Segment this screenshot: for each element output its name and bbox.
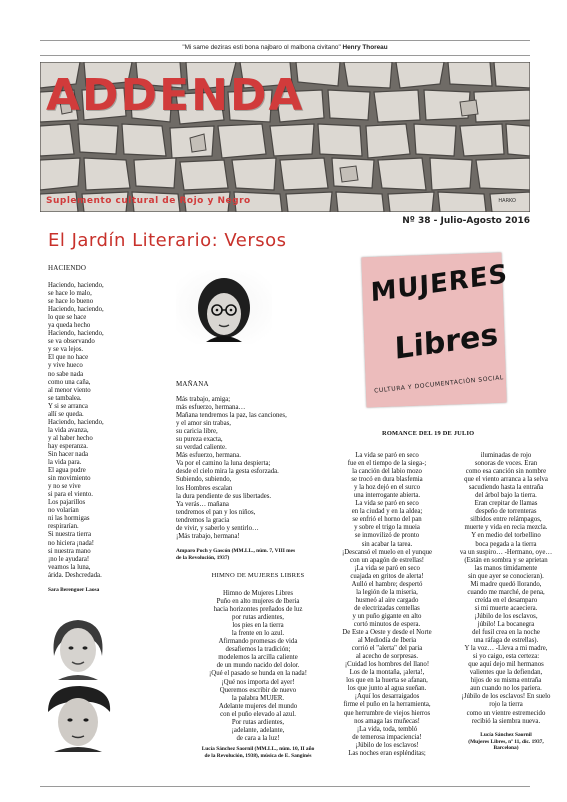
- poem-line: lo que se hace: [48, 314, 87, 322]
- poem-romance-left-column: [326, 452, 448, 758]
- poem-line: despeño de torrenteras: [475, 508, 537, 516]
- poem-line: como un vientre estremecido: [466, 709, 546, 717]
- poem-line: De Este a Oeste y desde el Norte: [342, 629, 432, 637]
- poem-line: la canción del labio mozo: [352, 468, 422, 476]
- poem-line: El agua pudre: [48, 467, 86, 475]
- poem-line: y un puño gigante en alto: [352, 612, 422, 620]
- poem-line: si yo caigo, esta certeza:: [472, 653, 540, 661]
- section-title: El Jardín Literario: Versos: [48, 230, 287, 251]
- poem-line: del árbol bajo la tierra.: [475, 492, 537, 500]
- poem-line: al menor viento: [48, 386, 91, 394]
- poem-line: Más trabajo, amiga;: [176, 396, 231, 403]
- poem-line: su verdad caliente.: [176, 444, 227, 452]
- poem-line: una interrogante abierta.: [353, 492, 421, 500]
- poem-line: de cara a la luz!: [236, 734, 280, 742]
- poem-line: por rutas ardientes,: [232, 614, 284, 622]
- cover-tagline: CULTURA Y DOCUMENTACIÓN SOCIAL: [373, 374, 505, 395]
- poem-line: ¡adelante, adelante,: [231, 726, 285, 734]
- poem-line: se inmovilizó de pronto: [354, 532, 420, 540]
- poem-line: su pureza exacta,: [176, 436, 223, 444]
- poem-line: los que en la huerta se afanan,: [346, 677, 428, 685]
- poem-haciendo: [48, 282, 104, 580]
- poem-line: la palabra MUJER.: [231, 694, 285, 702]
- poem-line: sacudiendo hasta la entraña: [468, 484, 544, 492]
- credit-line: Lucía Sánchez Saornil (MM.LL., núm. 10, II año: [201, 746, 315, 752]
- poem-line: y sobre el trigo la mueia: [354, 524, 420, 532]
- poem-line: de electrizadas centellas: [354, 604, 420, 612]
- poem-line: se trocó en dura blasfemia: [351, 476, 423, 484]
- poem-line: ¡Qué nos importa del ayer!: [221, 678, 295, 686]
- poem-line: modelemos la arcilla caliente: [218, 654, 298, 662]
- poem-line: los pies en la tierra: [232, 622, 284, 630]
- poem-line: valientes que la defiendan,: [469, 669, 543, 677]
- poem-title-manana: MAÑANA: [176, 380, 209, 388]
- poem-line: si mi muerte acaeciera.: [474, 604, 538, 612]
- poem-line: El que no hace: [48, 354, 89, 362]
- credit-line: de la Revolución, 1937): [176, 554, 230, 561]
- credit-line: Barcelona): [493, 745, 519, 752]
- poem-line: hijos de su misma entraña: [470, 677, 542, 685]
- poem-line: boca pegada a la tierra: [475, 540, 537, 548]
- poem-line: Himno de Mujeres Libres: [222, 590, 294, 597]
- poem-line: ¡Más trabajo, hermana!: [176, 532, 240, 540]
- poem-line: júbilo! La bocanegra: [477, 620, 535, 628]
- poem-line: cortó minutos de espera.: [353, 620, 421, 628]
- poem-line: al acecho de sorpresas.: [355, 653, 419, 661]
- credit-line: Amparo Poch y Gascón (MM.LL., núm. 7, VIII mes: [176, 548, 296, 554]
- poem-line: ¡no le ayudara!: [48, 555, 90, 563]
- poem-line: Afirmando promesas de vida: [218, 638, 298, 646]
- poem-line: del fusil crea en la noche: [472, 629, 540, 637]
- poem-line: nos amaga las muñecas!: [354, 717, 420, 725]
- poem-line: desafiemos la tradición;: [225, 646, 291, 654]
- poem-line: como una caña,: [48, 378, 91, 386]
- poem-line: Aulló el hambre; despertó: [351, 580, 423, 588]
- poem-line: Ya verás… mañana: [176, 500, 229, 508]
- poem-line: ya queda hecho: [48, 322, 91, 330]
- header-quote: [40, 44, 530, 51]
- poem-line: se enfrió el horno del pan: [352, 516, 422, 524]
- poem-line: la frente en lo azul.: [231, 630, 285, 638]
- poem-line: si nuestra mano: [48, 547, 91, 555]
- poem-line: no volarían: [48, 507, 79, 515]
- poem-line: Va por el camino la luna despierta;: [176, 460, 271, 468]
- poem-line: y no se vive: [48, 483, 81, 491]
- poem-line: de un mundo nacido del dolor.: [216, 662, 300, 670]
- poem-line: ¡Qué el pasado se hunda en la nada!: [209, 670, 307, 678]
- poem-romance-right-column: [448, 452, 564, 726]
- credit-manana: [176, 548, 295, 561]
- poem-line: Más esfuerzo, hermana.: [176, 452, 241, 460]
- poem-line: se tambalea.: [48, 394, 82, 402]
- artist-signature: HARKO: [498, 198, 516, 204]
- poem-line: de temerosa impaciencia!: [352, 733, 422, 741]
- poem-line: Haciendo, haciendo,: [48, 418, 104, 426]
- poem-line: ¡Júbilo de los esclavos,: [474, 612, 538, 620]
- poem-line: va un suspiro… -Hermano, oye…: [459, 548, 553, 556]
- poem-line: Haciendo, haciendo,: [48, 282, 104, 289]
- quote-author: Henry Thoreau: [342, 44, 388, 51]
- credit-himno: [178, 746, 338, 759]
- masthead-banner: [40, 62, 530, 212]
- poem-line: Haciendo, haciendo,: [48, 306, 104, 314]
- poem-line: ¡La vida, toda, tembló: [356, 725, 418, 733]
- poem-line: con el puño elevado al azul.: [220, 710, 296, 718]
- poem-line: la legión de la miseria,: [356, 588, 418, 596]
- poem-line: las manos tímidamente: [474, 564, 538, 572]
- poem-line: no hiciera ¡nada!: [48, 539, 95, 547]
- poem-line: como esa canción sin nombre: [465, 468, 547, 476]
- poem-line: iluminadas de rojo: [480, 452, 532, 459]
- poem-line: hay esperanza.: [48, 442, 89, 450]
- poem-line: Subiendo, subiendo,: [176, 476, 232, 484]
- poem-title-romance: ROMANCE DEL 19 DE JULIO: [382, 430, 475, 437]
- poem-line: sin que ayer se conocieran).: [468, 572, 544, 580]
- poem-line: su caricia libre,: [176, 428, 218, 436]
- poem-line: La vida se paró en seco: [355, 500, 419, 508]
- poem-line: Sin hacer nada: [48, 450, 89, 458]
- poem-line: la dura pendiente de sus libertades.: [176, 492, 272, 500]
- poem-line: Las noches eran esplénditas;: [348, 749, 426, 757]
- poem-line: Si nuestra tierra: [48, 531, 92, 539]
- portrait-woman-bottom: [40, 682, 116, 752]
- issue-number: Nº 38 - Julio-Agosto 2016: [402, 216, 530, 226]
- poem-line: Mi madre quedó llorando,: [470, 580, 542, 588]
- poem-line: ¡Descansó el muelo en el yunque: [341, 548, 433, 556]
- poem-line: desde el cielo mira la gesta esforzada.: [176, 468, 279, 476]
- poem-line: y vive hueco: [48, 362, 83, 370]
- poem-line: La vida se paró en seco: [355, 452, 419, 459]
- poem-line: recibió la siembra nueva.: [471, 717, 541, 725]
- poem-line: ¡La vida se paró en seco: [354, 564, 420, 572]
- poem-line: Los pajarillos: [48, 499, 86, 507]
- poem-line: más esfuerzo, hermana…: [176, 404, 246, 412]
- poem-line: sonoras de voces. Eran: [474, 460, 538, 468]
- poem-line: se va observando: [48, 338, 95, 346]
- poem-line: si para el viento.: [48, 491, 93, 499]
- poem-line: Los de la montaña, ¡alerta!,: [349, 669, 425, 677]
- poem-line: Eran crepitar de llamas: [474, 500, 538, 508]
- bottom-rule: [40, 786, 530, 787]
- poem-himno: [178, 590, 338, 743]
- poem-line: que el viento arranca a la selva: [464, 476, 548, 484]
- poem-line: ni las hormigas: [48, 515, 90, 523]
- poem-line: los Hombres escalan: [176, 484, 233, 492]
- poem-line: creída en el desamparo: [474, 596, 538, 604]
- quote-rule: [40, 55, 530, 56]
- poem-line: Queremos escribir de nuevo: [219, 686, 297, 694]
- poem-line: árida. Deshcredada.: [48, 571, 102, 579]
- poem-title-haciendo: HACIENDO: [48, 264, 87, 272]
- poem-line: sin acabar la tarea.: [361, 540, 413, 548]
- poem-line: ¡Júbilo de los esclavos! En suelo: [461, 693, 551, 701]
- poem-line: y al haber hecho: [48, 434, 93, 442]
- poem-line: cuando me marché, de pena,: [467, 588, 545, 596]
- poem-line: se hace lo bueno: [48, 298, 94, 306]
- portrait-woman-top: [40, 616, 116, 680]
- cover-title-line1: MUJERES: [370, 259, 509, 309]
- poem-line: aun cuando no los pariera.: [470, 685, 542, 693]
- poem-line: Y la voz… -Lleva a mi madre,: [464, 645, 548, 653]
- poem-line: Por rutas ardientes,: [231, 718, 285, 726]
- poem-line: la vida avanza,: [48, 426, 89, 434]
- poem-line: muerte y vida en recia mezcla.: [464, 524, 548, 532]
- poem-line: con un apagón de estrellas!: [350, 556, 424, 564]
- poem-line: hacia horizontes preñados de luz: [213, 606, 303, 614]
- poem-line: corrió el "alerta" del paria: [351, 645, 423, 653]
- quote-text: "Mi same deziras esti bona najbaro ol malbona civitano": [182, 44, 341, 51]
- masthead-title: ADDENDA: [46, 70, 305, 121]
- poem-line: sin movimiento: [48, 475, 91, 483]
- poem-line: firme el puño en la herramienta,: [343, 701, 431, 709]
- poem-line: ¡Cuidad los hombres del llano!: [344, 661, 430, 669]
- poem-line: Adelante mujeres del mundo: [218, 702, 298, 710]
- poem-line: allí se queda.: [48, 410, 84, 418]
- poem-line: Haciendo, haciendo,: [48, 330, 104, 338]
- poem-line: silbidos entre relámpagos,: [470, 516, 542, 524]
- masthead-subtitle: Suplemento cultural de Rojo y Negro: [46, 196, 251, 206]
- poem-line: y el amor sin trabas,: [176, 420, 231, 428]
- poem-line: husmeó al aire cargado: [355, 596, 419, 604]
- poem-line: y la hoz dejó en el surco: [353, 484, 421, 492]
- poem-line: los que junto al agua sueñan.: [347, 685, 427, 693]
- poem-line: que herrumbre de viejos hierros: [343, 709, 431, 717]
- poem-line: ¡Júbilo de los esclavos!: [355, 741, 419, 749]
- poem-line: y se va lejos.: [48, 346, 84, 354]
- poem-line: Mañana tendremos la paz, las canciones,: [176, 412, 287, 420]
- poem-title-himno: HIMNO DE MUJERES LIBRES: [211, 572, 305, 579]
- cover-title-line2: Libres: [394, 317, 499, 367]
- poem-line: en la ciudad y en la aldea;: [351, 508, 423, 516]
- credit-line: (Mujeres Libres, nº 11, dic. 1937,: [468, 738, 544, 745]
- credit-line: de la Revolución, 1938), música de E. Sanginés: [204, 752, 312, 759]
- poem-line: Y en medio del torbellino: [471, 532, 541, 540]
- poem-line: fue en el tiempo de la siega-;: [347, 460, 427, 468]
- credit-romance: [448, 732, 564, 752]
- poem-line: que aquí dejo mil hermanos: [468, 661, 544, 669]
- mujeres-libres-cover: [361, 253, 509, 408]
- poem-line: tendremos el pan y los niños,: [176, 508, 256, 516]
- poem-line: una ráfaga de estrellas).: [473, 637, 539, 645]
- credit-line: Lucía Sánchez Saornil: [480, 732, 532, 738]
- poem-line: no sabe nada: [48, 370, 84, 378]
- top-rule: [40, 40, 530, 41]
- poem-line: (Están en sombra y se aprietan: [464, 556, 548, 564]
- poem-line: rojo la tierra: [489, 701, 523, 709]
- poem-line: veamos la luna,: [48, 563, 91, 571]
- poem-line: al Mediodía de Iberia: [357, 637, 417, 645]
- poem-manana: [176, 396, 287, 541]
- poem-line: ¡Aquí los desarraigados: [354, 693, 420, 701]
- poem-line: tendremos la gracia: [176, 516, 230, 524]
- poem-line: respirarían.: [48, 523, 79, 531]
- poem-line: cuajada en gritos de alerta!: [350, 572, 424, 580]
- poem-line: Puño en alto mujeres de Iberia: [216, 598, 300, 606]
- poem-line: de vivir, y saberlo y sentirlo…: [176, 524, 259, 532]
- poem-line: Y si se arranca: [48, 402, 88, 410]
- poem-line: se hace lo malo,: [48, 290, 92, 298]
- portrait-amparo-poch: [176, 270, 272, 344]
- poem-line: la vida para.: [48, 459, 82, 467]
- author-haciendo: Sara Berenguer Laosa: [48, 587, 100, 593]
